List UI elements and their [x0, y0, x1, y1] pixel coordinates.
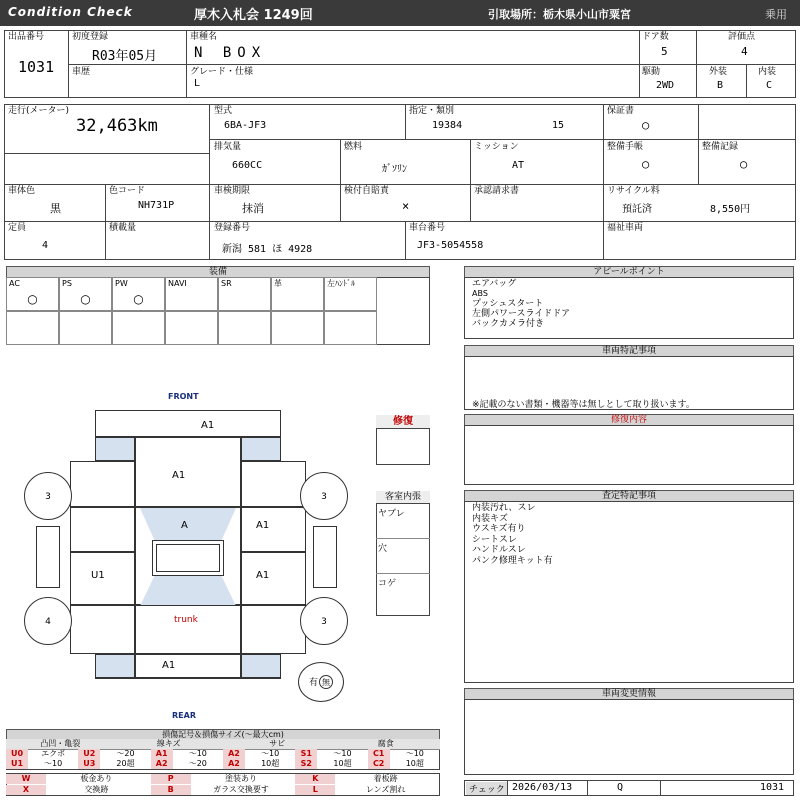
legend-code: S2 — [295, 759, 317, 769]
first-registration: R03年05月 — [92, 49, 158, 64]
color-value: 黒 — [50, 202, 61, 215]
repair-title: 修復 — [376, 415, 430, 429]
equipment-blank-cell — [324, 311, 377, 345]
left-quarter — [70, 605, 135, 654]
legend-code: S1 — [295, 749, 317, 759]
recycle-status: 預託済 — [622, 204, 652, 215]
chassis-label: 車台番号 — [409, 223, 446, 233]
mileage-label: 走行(メーター) — [8, 106, 70, 116]
welfare-label: 福祉車両 — [607, 223, 644, 233]
legend-desc: エクボ — [41, 749, 66, 758]
capacity-value: 4 — [42, 240, 49, 251]
check-code: Q — [617, 782, 624, 793]
legend-grid — [6, 739, 440, 770]
first-reg-label: 初度登録 — [72, 32, 109, 42]
designation-label: 指定・類別 — [409, 106, 455, 116]
tire-fl-mark: 3 — [45, 492, 51, 502]
mission-value: AT — [512, 160, 525, 171]
drive-label: 駆動 — [642, 67, 661, 77]
cabin-item-hole: 穴 — [378, 544, 388, 554]
equipment-cell — [218, 277, 271, 311]
legend-extra-desc: 着板跡 — [373, 774, 398, 783]
appeal-line: 左側パワースライドドア — [472, 309, 571, 319]
fuel-value: ｶﾞｿﾘﾝ — [382, 164, 407, 175]
equipment-label: SR — [221, 279, 232, 288]
registration-label: 登録番号 — [214, 223, 251, 233]
registration-value: 新潟 581 ほ 4928 — [222, 244, 313, 255]
color-code-label: 色コード — [109, 186, 146, 196]
legend-code: U2 — [78, 749, 100, 759]
legend-extra-code: W — [6, 774, 46, 784]
legend-code: A2 — [151, 759, 173, 769]
trunk-lid — [135, 605, 241, 654]
mark-left-rear-door: U1 — [91, 570, 105, 581]
legend-category-header: 腐食 — [332, 739, 441, 750]
tire-rear-right — [300, 597, 348, 645]
legend-code: A2 — [223, 759, 245, 769]
legend-extra-code: B — [151, 785, 191, 795]
lot-label: 出品番号 — [8, 32, 45, 42]
legend-extra-desc: 塗装あり — [224, 774, 257, 783]
assessment-line: 内装汚れ、スレ — [472, 503, 536, 513]
repair-content-box — [464, 425, 794, 485]
assessment-line: パンク修理キット有 — [472, 555, 553, 566]
color-code-value: NH731P — [138, 200, 175, 211]
legend-desc: ～20 — [188, 759, 207, 768]
legend-category-header: 線キズ — [115, 739, 224, 750]
type-label: 型式 — [214, 106, 233, 116]
legend-extra-desc: レンズ割れ — [365, 785, 406, 794]
appeal-header: アピールポイント — [464, 266, 794, 278]
tire-rr-mark: 3 — [321, 617, 327, 627]
legend-desc: 10超 — [405, 759, 424, 768]
equipment-header: 装備 — [6, 266, 430, 278]
equipment-cell — [59, 277, 112, 311]
appeal-list — [472, 279, 570, 329]
exterior-grade: B — [717, 80, 724, 91]
sunroof-inner — [156, 544, 220, 572]
legend-desc: 10超 — [333, 759, 352, 768]
equipment-label: 革 — [274, 279, 282, 288]
repair-content-header: 修復内容 — [464, 414, 794, 426]
assessment-line: シートスレ — [472, 534, 517, 545]
equipment-label: NAVI — [168, 279, 187, 288]
equipment-blank-cell — [112, 311, 165, 345]
rear-label: REAR — [172, 711, 196, 720]
check-lot: 1031 — [760, 782, 785, 793]
legend-extra-code: K — [295, 774, 335, 784]
equipment-value: ○ — [133, 292, 144, 306]
auction-name: 厚木入札会 1249回 — [194, 8, 313, 23]
records-label: 整備記録 — [702, 142, 739, 152]
legend-desc: 20超 — [116, 759, 135, 768]
legend-extra-grid — [6, 773, 440, 796]
score-value: 4 — [741, 45, 748, 58]
grade-label: グレード・仕様 — [190, 67, 254, 77]
mark-front-bumper: A1 — [201, 420, 215, 431]
equipment-label: 左ﾊﾝﾄﾞﾙ — [327, 279, 355, 288]
cabin-title: 客室内張 — [376, 491, 430, 504]
legend-extra-desc: ガラス交換要す — [213, 785, 269, 794]
interior-grade: C — [766, 80, 773, 91]
mark-right-front-door: A1 — [256, 520, 270, 531]
doors-value: 5 — [661, 45, 668, 58]
model-name: N BOX — [194, 45, 267, 61]
change-info-box — [464, 699, 794, 775]
legend-extra-code: P — [151, 774, 191, 784]
spare-present-label: 有 — [308, 678, 318, 688]
warranty-label: 保証書 — [607, 106, 635, 116]
front-bumper — [95, 410, 281, 437]
appeal-line: ABS — [472, 289, 488, 298]
warranty-value: ○ — [642, 118, 650, 132]
left-front-door — [70, 507, 135, 552]
displacement-label: 排気量 — [214, 142, 242, 152]
type-value: 6BA-JF3 — [224, 120, 267, 131]
equipment-cell — [6, 277, 59, 311]
equipment-label: PS — [62, 279, 72, 288]
spare-tire — [298, 662, 344, 702]
appeal-line: プッシュスタート — [472, 299, 544, 309]
front-left-corner — [95, 437, 135, 461]
front-label: FRONT — [168, 392, 199, 401]
tire-rl-mark: 4 — [45, 617, 51, 627]
legend-desc: ～10 — [333, 749, 352, 758]
equipment-blank-cell — [218, 311, 271, 345]
inspection-label: 車検期限 — [214, 186, 251, 196]
history-label: 車歴 — [72, 67, 91, 77]
pickup-location: 引取場所：栃木県小山市粟宮 — [488, 8, 631, 21]
score-label: 評価点 — [728, 32, 756, 42]
chassis-value: JF3-5054558 — [417, 240, 484, 251]
displacement-value: 660CC — [232, 160, 263, 171]
assessment-list — [472, 503, 553, 566]
legend-category-header: 凸凹・亀裂 — [6, 739, 115, 750]
tire-front-left — [24, 472, 72, 520]
assessment-line: 内装キズ — [472, 513, 508, 524]
grade-value: L — [194, 78, 201, 89]
exterior-label: 外装 — [709, 67, 728, 77]
cabin-item-tear: ヤブレ — [378, 509, 405, 519]
interior-label: 内装 — [758, 67, 777, 77]
legend-desc: ～20 — [116, 749, 135, 758]
equipment-value: ○ — [80, 292, 91, 306]
equipment-blank-cell — [59, 311, 112, 345]
tire-front-right — [300, 472, 348, 520]
windshield — [140, 508, 236, 540]
recycle-fee: 8,550円 — [710, 204, 751, 215]
assessment-line: ハンドルスレ — [472, 545, 526, 555]
inspection-value: 抹消 — [242, 202, 264, 215]
equipment-cell — [112, 277, 165, 311]
equipment-label: AC — [9, 279, 20, 288]
legend-header: 損傷記号＆損傷サイズ(～最大cm) — [6, 729, 440, 740]
mark-rear-bumper: A1 — [162, 660, 176, 671]
manual-label: 整備手帳 — [607, 142, 644, 152]
legend-extra-code: L — [295, 785, 335, 795]
appeal-line: バックカメラ付き — [472, 319, 545, 329]
capacity-label: 定員 — [8, 223, 27, 233]
legend-code: U1 — [6, 759, 28, 769]
right-mirror — [313, 526, 337, 588]
equipment-cell — [324, 277, 377, 311]
equipment-blank-cell — [6, 311, 59, 345]
insurance-value: × — [402, 199, 410, 213]
lot-number: 1031 — [18, 58, 55, 76]
change-info-header: 車両変更情報 — [464, 688, 794, 700]
classification-value: 15 — [552, 120, 565, 131]
legend-code: A2 — [223, 749, 245, 759]
equipment-cell — [165, 277, 218, 311]
legend-code: C1 — [368, 749, 390, 759]
legend-code: C2 — [368, 759, 390, 769]
tire-fr-mark: 3 — [321, 492, 327, 502]
front-right-corner — [241, 437, 281, 461]
hood — [135, 437, 241, 507]
cabin-item-burn: コゲ — [378, 579, 397, 589]
records-value: ○ — [740, 157, 748, 171]
trunk-label: trunk — [174, 615, 198, 625]
header-bar — [0, 0, 800, 26]
left-mirror — [36, 526, 60, 588]
mark-right-rear-door: A1 — [256, 570, 270, 581]
mission-label: ミッション — [474, 142, 519, 152]
left-front-fender — [70, 461, 135, 507]
rear-right-corner — [241, 654, 281, 678]
legend-code: U0 — [6, 749, 28, 759]
equipment-row — [6, 277, 430, 345]
vehicle-category: 乗用 — [765, 8, 787, 21]
appeal-line: エアバッグ — [472, 279, 517, 289]
mileage-value: 32,463km — [76, 116, 158, 136]
designation-value: 19384 — [432, 120, 463, 131]
rear-left-corner — [95, 654, 135, 678]
right-front-door — [241, 507, 306, 552]
drive-value: 2WD — [656, 80, 675, 91]
assessment-line: ウスキズ有り — [472, 524, 526, 534]
right-front-fender — [241, 461, 306, 507]
equipment-cell — [271, 277, 324, 311]
legend-desc: ～10 — [405, 749, 424, 758]
right-rear-door — [241, 552, 306, 605]
tire-rear-left — [24, 597, 72, 645]
legend-code: A1 — [151, 749, 173, 759]
spare-absent-mark: 無 — [319, 675, 333, 689]
equipment-value: ○ — [27, 292, 38, 306]
fuel-label: 燃料 — [344, 142, 363, 152]
mark-hood: A1 — [172, 470, 186, 481]
manual-value: ○ — [642, 157, 650, 171]
legend-extra-desc: 交換跡 — [84, 785, 109, 794]
condition-check-title: Condition Check — [8, 5, 133, 19]
load-label: 積載量 — [109, 223, 137, 233]
check-date: 2026/03/13 — [512, 782, 573, 793]
legend-extra-desc: 板金あり — [80, 774, 113, 783]
special-notes-header: 車両特記事項 — [464, 345, 794, 357]
right-quarter — [241, 605, 306, 654]
color-label: 車体色 — [8, 186, 36, 196]
special-note-text: ※記載のない書類・機器等は無しとして取り扱います。 — [472, 400, 695, 410]
check-label: チェック — [466, 782, 508, 795]
recycle-label: リサイクル料 — [607, 186, 660, 196]
equipment-blank-cell — [165, 311, 218, 345]
mark-roof: A — [181, 520, 188, 531]
model-label: 車種名 — [190, 32, 218, 42]
approval-label: 承認請求書 — [474, 186, 520, 196]
legend-desc: ～10 — [44, 759, 63, 768]
legend-extra-code: X — [6, 785, 46, 795]
equipment-blank-cell — [271, 311, 324, 345]
legend-code: U3 — [78, 759, 100, 769]
rear-bumper — [135, 654, 241, 678]
assessment-header: 査定特記事項 — [464, 490, 794, 502]
equipment-label: PW — [115, 279, 128, 288]
legend-desc: ～10 — [188, 749, 207, 758]
legend-desc: ～10 — [261, 749, 280, 758]
legend-desc: 10超 — [261, 759, 280, 768]
doors-label: ドア数 — [642, 32, 669, 42]
rear-window — [140, 576, 236, 606]
legend-category-header: サビ — [223, 739, 332, 750]
insurance-label: 検付自賠責 — [344, 186, 390, 196]
